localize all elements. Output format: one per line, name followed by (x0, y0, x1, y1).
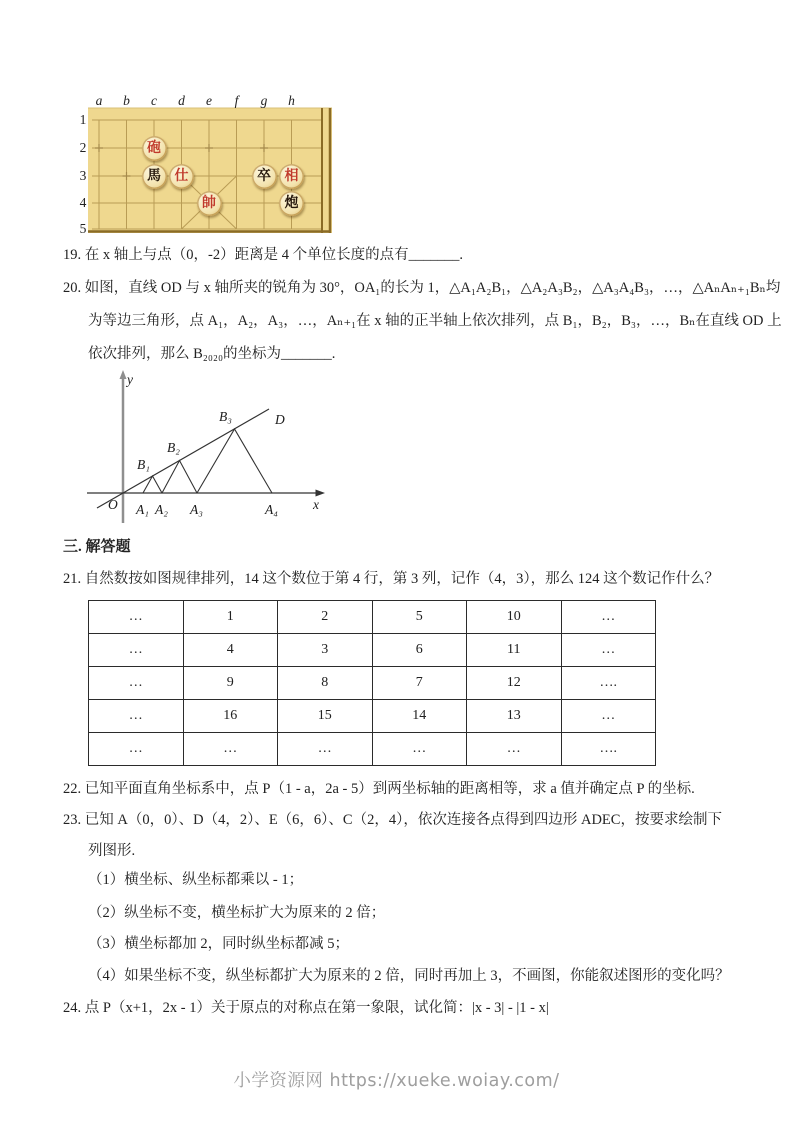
table-cell: … (89, 667, 184, 700)
board-col-label: d (178, 93, 185, 108)
table-cell: 14 (372, 700, 467, 733)
board-row-label: 1 (79, 112, 87, 127)
table-cell: …. (561, 667, 656, 700)
number-pattern-table (88, 600, 656, 766)
table-cell: 6 (372, 634, 467, 667)
table-cell: … (372, 733, 467, 766)
table-cell: … (561, 700, 656, 733)
table-cell: 13 (467, 700, 562, 733)
table-cell: 3 (278, 634, 373, 667)
table-cell: … (561, 634, 656, 667)
table-row (89, 601, 656, 634)
board-row-label: 4 (79, 195, 87, 210)
table-row (89, 667, 656, 700)
board-col-label: g (260, 93, 268, 108)
origin-label: O (108, 497, 118, 512)
axis-label-x: x (313, 497, 319, 512)
piece-red-elephant: 相 (279, 164, 304, 189)
point-label-b1: B₁ (137, 457, 150, 472)
question-20-line1: 20. 如图，直线 OD 与 x 轴所夹的锐角为 30°，OA₁的长为 1，△A₁A₂B₁，△A₂A₃B₂，△A₃A₄B₃，…，△AₙAₙ₊₁Bₙ均 (63, 280, 781, 296)
table-cell: 8 (278, 667, 373, 700)
piece-black-soldier: 卒 (252, 164, 277, 189)
axis-label-y: y (127, 372, 133, 387)
table-cell: 4 (183, 634, 278, 667)
table-row (89, 700, 656, 733)
point-label-b3: B₃ (219, 409, 232, 424)
point-label-a4: A₄ (265, 502, 278, 517)
table-cell: … (278, 733, 373, 766)
question-23-item-3: （3）横坐标都加 2，同时纵坐标都减 5； (88, 936, 349, 952)
piece-black-cannon: 炮 (279, 191, 304, 216)
question-24: 24. 点 P（x+1，2x - 1）关于原点的对称点在第一象限，试化简：|x - 3| - |1 - x| (63, 1000, 549, 1016)
piece-red-cannon: 砲 (142, 136, 167, 161)
question-23-item-1: （1）横坐标、纵坐标都乘以 - 1； (88, 872, 304, 888)
point-label-d: D (275, 412, 285, 427)
board-col-label: c (151, 93, 157, 108)
board-col-label: h (288, 93, 295, 108)
table-cell: … (183, 733, 278, 766)
question-20-line3: 依次排列，那么 B₂₀₂₀的坐标为_______. (88, 346, 336, 362)
table-cell: 2 (278, 601, 373, 634)
question-20-line2: 为等边三角形，点 A₁，A₂，A₃，…，Aₙ₊₁在 x 轴的正半轴上依次排列，点 B₁，B₂，B₃，…，Bₙ在直线 OD 上 (88, 313, 782, 329)
point-label-a2: A₂ (155, 502, 168, 517)
table-cell: 10 (467, 601, 562, 634)
question-23-line1: 23. 已知 A（0，0）、D（4，2）、E（6，6）、C（2，4），依次连接各点得到四边形 ADEC，按要求绘制下 (63, 812, 722, 828)
table-cell: 1 (183, 601, 278, 634)
table-cell: 5 (372, 601, 467, 634)
question-19: 19. 在 x 轴上与点（0，-2）距离是 4 个单位长度的点有_______. (63, 247, 463, 263)
table-cell: … (89, 634, 184, 667)
board-col-label: b (123, 93, 130, 108)
table-cell: … (89, 733, 184, 766)
table-cell: 7 (372, 667, 467, 700)
board-col-label: f (234, 93, 239, 108)
table-cell: 15 (278, 700, 373, 733)
xiangqi-board (78, 93, 340, 238)
table-cell: 12 (467, 667, 562, 700)
board-row-label: 5 (79, 221, 87, 236)
piece-black-horse: 馬 (142, 164, 167, 189)
table-row (89, 634, 656, 667)
question-23-item-4: （4）如果坐标不变，纵坐标都扩大为原来的 2 倍，同时再加上 3，不画图，你能叙述图形的变化吗？ (88, 968, 730, 984)
table-cell: … (561, 601, 656, 634)
board-col-label: e (206, 93, 212, 108)
table-cell: …. (561, 733, 656, 766)
table-cell: … (89, 700, 184, 733)
point-label-a3: A₃ (190, 502, 203, 517)
table-cell: … (89, 601, 184, 634)
question-21: 21. 自然数按如图规律排列，14 这个数位于第 4 行，第 3 列，记作（4，3），那么 124 这个数记作什么？ (63, 571, 720, 587)
table-cell: 9 (183, 667, 278, 700)
section-3-title: 三. 解答题 (63, 539, 131, 555)
board-col-label: a (95, 93, 103, 108)
board-row-label: 2 (79, 140, 87, 155)
point-label-b2: B₂ (167, 440, 180, 455)
table-row (89, 733, 656, 766)
question-23-item-2: （2）纵坐标不变，横坐标扩大为原来的 2 倍； (88, 905, 386, 921)
question-23-line2: 列图形. (88, 843, 136, 859)
table-cell: 11 (467, 634, 562, 667)
board-grid (78, 96, 340, 238)
piece-red-general: 帥 (197, 191, 222, 216)
triangles-diagram (85, 368, 330, 528)
table-cell: … (467, 733, 562, 766)
question-22: 22. 已知平面直角坐标系中，点 P（1 - a，2a - 5）到两坐标轴的距离相等，求 a 值并确定点 P 的坐标. (63, 781, 695, 797)
footer-site-credit: 小学资源网 https://xueke.woiay.com/ (233, 1071, 560, 1091)
point-label-a1: A₁ (136, 502, 149, 517)
piece-red-advisor: 仕 (169, 164, 194, 189)
table-cell: 16 (183, 700, 278, 733)
board-row-label: 3 (79, 168, 87, 183)
